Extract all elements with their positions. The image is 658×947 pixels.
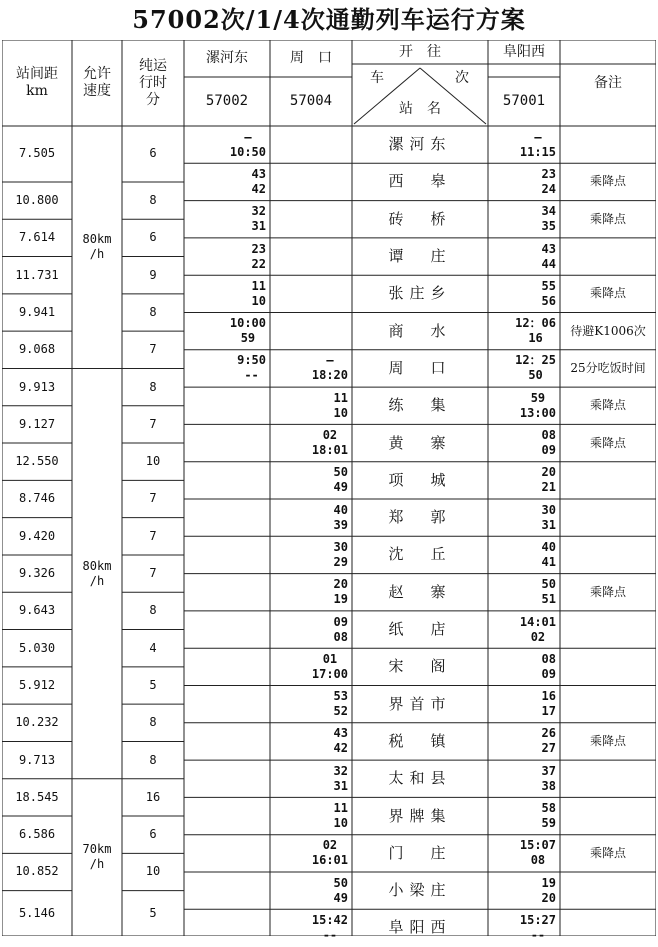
fuyang-time-cell: 16 17 bbox=[541, 689, 556, 719]
header-fuyang-train: 57001 bbox=[502, 93, 546, 109]
runtime-cell: 8 bbox=[149, 304, 157, 319]
speed-cell: 70km /h bbox=[82, 842, 112, 872]
page-title: 57002次/1/4次通勤列车运行方案 bbox=[132, 5, 526, 34]
fuyang-time-cell: 08 09 bbox=[541, 651, 556, 681]
remark-cell bbox=[560, 760, 656, 797]
remark-cell: 乘降点 bbox=[589, 286, 626, 301]
header-direction: 开 往 bbox=[399, 43, 441, 60]
luohe-time-cell: 10:00 59 bbox=[229, 316, 266, 346]
distance-cell: 9.941 bbox=[18, 304, 56, 319]
remark-cell: 待避K1006次 bbox=[570, 323, 646, 338]
remark-cell bbox=[560, 872, 656, 909]
distance-cell: 9.713 bbox=[18, 752, 56, 767]
distance-cell: 8.746 bbox=[18, 491, 56, 506]
zhoukou-time-cell bbox=[270, 238, 352, 275]
zhoukou-time-cell: 53 52 bbox=[333, 689, 348, 719]
zhoukou-time-cell: 11 10 bbox=[333, 801, 348, 831]
station-name: 太和县 bbox=[388, 769, 452, 788]
zhoukou-time-cell bbox=[270, 313, 352, 350]
luohe-time-cell: 43 42 bbox=[251, 166, 266, 196]
station-name: 商 水 bbox=[388, 321, 452, 340]
fuyang-time-cell: — 11:15 bbox=[519, 129, 556, 159]
station-name: 漯河东 bbox=[388, 135, 452, 154]
fuyang-time-cell: 37 38 bbox=[541, 763, 556, 793]
station-name: 纸 店 bbox=[388, 620, 452, 639]
station-name: 西 皋 bbox=[388, 172, 452, 191]
station-name: 界首市 bbox=[388, 694, 452, 713]
runtime-cell: 9 bbox=[149, 267, 157, 282]
luohe-time-cell bbox=[184, 536, 270, 573]
runtime-cell: 6 bbox=[149, 827, 157, 842]
remark-cell bbox=[560, 648, 656, 685]
remark-cell bbox=[560, 536, 656, 573]
header-remarks: 备注 bbox=[594, 74, 622, 91]
runtime-cell: 8 bbox=[149, 752, 157, 767]
fuyang-time-cell: 15:27 -- bbox=[519, 912, 556, 942]
fuyang-time-cell: 20 21 bbox=[541, 465, 556, 495]
zhoukou-time-cell: 50 49 bbox=[333, 875, 348, 905]
fuyang-time-cell: 14:01 02 bbox=[519, 614, 556, 644]
fuyang-time-cell: 30 31 bbox=[541, 502, 556, 532]
remark-cell bbox=[560, 238, 656, 275]
fuyang-time-cell: 40 41 bbox=[541, 539, 556, 569]
speed-cell: 80km /h bbox=[82, 558, 112, 588]
zhoukou-time-cell: 30 29 bbox=[333, 539, 348, 569]
speed-cell: 80km /h bbox=[82, 232, 112, 262]
fuyang-time-cell: 50 51 bbox=[541, 577, 556, 607]
luohe-time-cell: 9:50 -- bbox=[237, 353, 266, 383]
station-name: 税 镇 bbox=[388, 731, 452, 750]
remark-cell bbox=[560, 797, 656, 834]
header-luohe-name: 漯河东 bbox=[206, 50, 248, 66]
luohe-time-cell: 32 31 bbox=[251, 204, 266, 234]
zhoukou-time-cell: 40 39 bbox=[333, 502, 348, 532]
zhoukou-time-cell: 20 19 bbox=[333, 577, 348, 607]
station-name: 周 口 bbox=[388, 358, 452, 377]
station-name: 阜阳西 bbox=[388, 918, 452, 937]
luohe-time-cell bbox=[184, 611, 270, 648]
fuyang-time-cell: 55 56 bbox=[541, 278, 556, 308]
luohe-time-cell bbox=[184, 387, 270, 424]
distance-cell: 10.800 bbox=[15, 193, 59, 208]
runtime-cell: 5 bbox=[149, 905, 157, 920]
runtime-cell: 6 bbox=[149, 230, 157, 245]
remark-cell bbox=[560, 499, 656, 536]
fuyang-time-cell: 59 13:00 bbox=[519, 390, 556, 420]
fuyang-time-cell: 12：25 50 bbox=[515, 353, 556, 383]
fuyang-time-cell: 43 44 bbox=[541, 241, 556, 271]
zhoukou-time-cell: 15:42 -- bbox=[311, 912, 348, 942]
remark-cell: 乘降点 bbox=[589, 398, 626, 413]
station-name: 宋 阁 bbox=[388, 657, 452, 676]
remark-cell: 乘降点 bbox=[589, 435, 626, 450]
fuyang-time-cell: 26 27 bbox=[541, 726, 556, 756]
zhoukou-time-cell: 02 18:01 bbox=[311, 428, 348, 458]
distance-cell: 5.912 bbox=[18, 677, 56, 692]
station-name: 沈 丘 bbox=[388, 545, 452, 564]
luohe-time-cell bbox=[184, 499, 270, 536]
zhoukou-time-cell: 32 31 bbox=[333, 763, 348, 793]
runtime-cell: 7 bbox=[149, 416, 157, 431]
runtime-cell: 10 bbox=[145, 454, 161, 469]
fuyang-time-cell: 12：06 16 bbox=[515, 316, 556, 346]
header-car-label: 车 bbox=[370, 69, 384, 86]
zhoukou-time-cell: 02 16:01 bbox=[311, 838, 348, 868]
luohe-time-cell bbox=[184, 909, 270, 946]
runtime-cell: 6 bbox=[149, 146, 157, 161]
distance-cell: 7.505 bbox=[18, 146, 56, 161]
distance-cell: 6.586 bbox=[18, 827, 56, 842]
fuyang-time-cell: 23 24 bbox=[541, 166, 556, 196]
station-name: 项 城 bbox=[388, 470, 452, 489]
fuyang-time-cell: 58 59 bbox=[541, 801, 556, 831]
runtime-cell: 7 bbox=[149, 566, 157, 581]
runtime-cell: 4 bbox=[149, 640, 157, 655]
runtime-cell: 8 bbox=[149, 603, 157, 618]
runtime-cell: 5 bbox=[149, 677, 157, 692]
station-name: 界牌集 bbox=[388, 806, 452, 825]
header-speed: 允许 速度 bbox=[83, 66, 111, 99]
luohe-time-cell bbox=[184, 686, 270, 723]
remark-cell: 乘降点 bbox=[589, 174, 626, 189]
luohe-time-cell bbox=[184, 797, 270, 834]
header-runtime: 纯运 行时 分 bbox=[139, 57, 167, 108]
distance-cell: 11.731 bbox=[15, 267, 59, 282]
remark-cell bbox=[560, 611, 656, 648]
luohe-time-cell bbox=[184, 835, 270, 872]
fuyang-time-cell: 34 35 bbox=[541, 204, 556, 234]
zhoukou-time-cell: 01 17:00 bbox=[311, 651, 348, 681]
zhoukou-time-cell bbox=[270, 163, 352, 200]
distance-cell: 9.127 bbox=[18, 416, 56, 431]
distance-cell: 9.326 bbox=[18, 566, 56, 581]
distance-cell: 10.232 bbox=[15, 715, 59, 730]
fuyang-time-cell: 19 20 bbox=[541, 875, 556, 905]
remark-cell: 乘降点 bbox=[589, 584, 626, 599]
distance-cell: 9.913 bbox=[18, 379, 56, 394]
header-zhoukou-train: 57004 bbox=[289, 93, 333, 109]
runtime-cell: 7 bbox=[149, 528, 157, 543]
remark-cell: 25分吃饭时间 bbox=[570, 360, 646, 375]
distance-cell: 5.146 bbox=[18, 905, 56, 920]
remark-cell: 乘降点 bbox=[589, 845, 626, 860]
luohe-time-cell bbox=[184, 872, 270, 909]
runtime-cell: 7 bbox=[149, 342, 157, 357]
header-ci-label: 次 bbox=[455, 69, 469, 86]
remark-cell bbox=[560, 126, 656, 163]
station-name: 张庄乡 bbox=[388, 284, 452, 303]
remark-cell bbox=[560, 909, 656, 946]
station-name: 练 集 bbox=[388, 396, 452, 415]
zhoukou-time-cell: 43 42 bbox=[333, 726, 348, 756]
header-distance: 站间距 km bbox=[16, 66, 58, 99]
luohe-time-cell bbox=[184, 424, 270, 461]
station-name: 黄 寨 bbox=[388, 433, 452, 452]
station-name: 郑 郭 bbox=[388, 508, 452, 527]
zhoukou-time-cell: — 18:20 bbox=[311, 353, 348, 383]
fuyang-time-cell: 08 09 bbox=[541, 428, 556, 458]
zhoukou-time-cell: 09 08 bbox=[333, 614, 348, 644]
runtime-cell: 16 bbox=[145, 789, 161, 804]
fuyang-time-cell: 15:07 08 bbox=[519, 838, 556, 868]
header-luohe-train: 57002 bbox=[205, 93, 249, 109]
runtime-cell: 10 bbox=[145, 864, 161, 879]
header-fuyang-name: 阜阳西 bbox=[503, 43, 545, 60]
zhoukou-time-cell: 50 49 bbox=[333, 465, 348, 495]
remark-cell: 乘降点 bbox=[589, 211, 626, 226]
distance-cell: 7.614 bbox=[18, 230, 56, 245]
header-zhoukou-name: 周 口 bbox=[290, 50, 332, 66]
distance-cell: 5.030 bbox=[18, 640, 56, 655]
station-name: 砖 桥 bbox=[388, 209, 452, 228]
zhoukou-time-cell bbox=[270, 275, 352, 312]
runtime-cell: 7 bbox=[149, 491, 157, 506]
luohe-time-cell bbox=[184, 648, 270, 685]
station-name: 赵 寨 bbox=[388, 582, 452, 601]
remark-cell bbox=[560, 686, 656, 723]
distance-cell: 9.420 bbox=[18, 528, 56, 543]
runtime-cell: 8 bbox=[149, 193, 157, 208]
luohe-time-cell bbox=[184, 462, 270, 499]
distance-cell: 10.852 bbox=[15, 864, 59, 879]
zhoukou-time-cell bbox=[270, 126, 352, 163]
header-station-name: 站 名 bbox=[399, 100, 441, 117]
runtime-cell: 8 bbox=[149, 379, 157, 394]
distance-cell: 12.550 bbox=[15, 454, 59, 469]
distance-cell: 9.068 bbox=[18, 342, 56, 357]
station-name: 小梁庄 bbox=[388, 881, 452, 900]
luohe-time-cell: — 10:50 bbox=[229, 129, 266, 159]
station-name: 谭 庄 bbox=[388, 247, 452, 266]
schedule-table bbox=[2, 40, 656, 942]
distance-cell: 9.643 bbox=[18, 603, 56, 618]
runtime-cell: 8 bbox=[149, 715, 157, 730]
remark-cell: 乘降点 bbox=[589, 733, 626, 748]
zhoukou-time-cell bbox=[270, 201, 352, 238]
zhoukou-time-cell: 11 10 bbox=[333, 390, 348, 420]
luohe-time-cell: 11 10 bbox=[251, 278, 266, 308]
distance-cell: 18.545 bbox=[15, 789, 59, 804]
luohe-time-cell: 23 22 bbox=[251, 241, 266, 271]
station-name: 门 庄 bbox=[388, 843, 452, 862]
luohe-time-cell bbox=[184, 574, 270, 611]
luohe-time-cell bbox=[184, 760, 270, 797]
remark-cell bbox=[560, 462, 656, 499]
luohe-time-cell bbox=[184, 723, 270, 760]
